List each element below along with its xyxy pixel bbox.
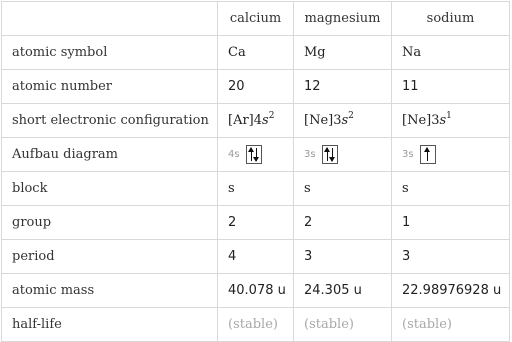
table-row [2,308,510,342]
cell-calcium-half-life: (stable) [218,308,294,342]
row-label-period: period [2,240,218,274]
cell-calcium-period: 4 [218,240,294,274]
cell-magnesium-group: 2 [294,206,392,240]
cell-sodium-group: 1 [392,206,510,240]
cell-calcium-block: s [218,172,294,206]
column-header-sodium: sodium [392,2,510,36]
cell-sodium-symbol: Na [392,36,510,70]
table-row [2,240,510,274]
cell-magnesium-half-life: (stable) [294,308,392,342]
table-row [2,36,510,70]
cell-magnesium-period: 3 [294,240,392,274]
up-down-arrow-icon [322,145,338,164]
cell-sodium-mass: 22.98976928 u [392,274,510,308]
row-label-atomic-mass: atomic mass [2,274,218,308]
cell-sodium-config: $[Ne]3s^1$ [392,104,510,138]
cell-calcium-number: 20 [218,70,294,104]
element-comparison-table [1,1,510,342]
cell-calcium-symbol: Ca [218,36,294,70]
cell-magnesium-config: $[Ne]3s^2$ [294,104,392,138]
table-row [2,274,510,308]
cell-sodium-half-life: (stable) [392,308,510,342]
cell-magnesium-aufbau [294,138,392,172]
row-label-group: group [2,206,218,240]
cell-magnesium-mass: 24.305 u [294,274,392,308]
corner-cell [2,2,218,36]
cell-sodium-period: 3 [392,240,510,274]
cell-magnesium-symbol: Mg [294,36,392,70]
orbital-label: 3s [304,149,316,160]
cell-magnesium-block: s [294,172,392,206]
cell-calcium-mass: 40.078 u [218,274,294,308]
up-down-arrow-icon [246,145,262,164]
column-header-calcium: calcium [218,2,294,36]
column-header-magnesium: magnesium [294,2,392,36]
cell-sodium-number: 11 [392,70,510,104]
orbital-label: 3s [402,149,414,160]
cell-calcium-aufbau [218,138,294,172]
row-label-half-life: half-life [2,308,218,342]
cell-calcium-config: $[Ar]4s^2$ [218,104,294,138]
cell-sodium-aufbau [392,138,510,172]
table-row [2,70,510,104]
orbital-label: 4s [228,149,240,160]
row-label-atomic-symbol: atomic symbol [2,36,218,70]
table-row [2,206,510,240]
cell-calcium-group: 2 [218,206,294,240]
cell-magnesium-number: 12 [294,70,392,104]
up-arrow-icon [420,145,436,164]
cell-sodium-block: s [392,172,510,206]
table-row [2,172,510,206]
row-label-atomic-number: atomic number [2,70,218,104]
row-label-aufbau-diagram: Aufbau diagram [2,138,218,172]
table-row [2,138,510,172]
table-row [2,104,510,138]
header-row [2,2,510,36]
row-label-block: block [2,172,218,206]
row-label-electronic-configuration: short electronic configuration [2,104,218,138]
